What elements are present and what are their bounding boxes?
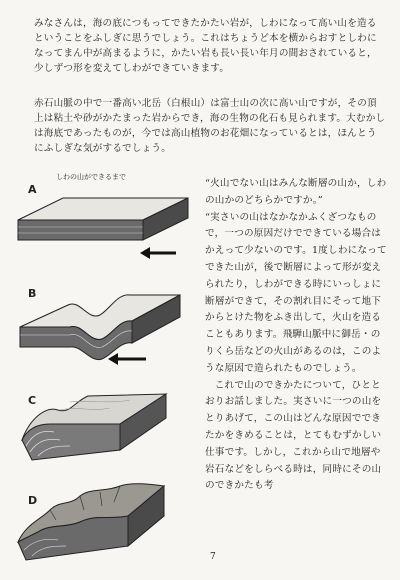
paragraph-dialogue: “火山でない山はみんな断層の山か，しわの山かのどちらかですか。” “実さいの山はなかなかふくざつなもので，一つの原因だけでできている場合はかえって少ないのです。1度しわになってできた山が，後で断層によって形が変えられたり，しわができる時にいっしょに断層ができて，その割れ目にそって地下からとけた物をふき出して，火山を造ることもあります。飛騨山脈中に御岳・のりくら岳などの火山があるのは，このような原因で造られたものでしょう。 これで山のできかたについて，ひととおりお話しました。実さいに一つの山をとりあげて，この山はどんな原因でできたかをきめることは，とてもむずかしい仕事です。しかし，これから山で地層や岩石などをしらべる時は，同時にその山のできかたも考 bbox=[205, 178, 387, 492]
figure-caption: しわの山ができるまで bbox=[56, 173, 126, 181]
push-arrow-icon bbox=[140, 247, 176, 259]
tight-fold-block-illustration bbox=[10, 388, 190, 468]
folded-strata-block-illustration bbox=[8, 285, 198, 365]
paragraph-intro: みなさんは，海の底につもってできたかたい岩が，しわになって高い山を造るということをふしぎに思うでしょう。これはちょうど本を横からおすとしわになってまん中が高まるように，かたい岩も長い長い年月の間おされていると，少しずつ形を変えてしわができていきます。 bbox=[34, 18, 377, 74]
figure-label-d: D bbox=[28, 494, 38, 507]
page-number: 7 bbox=[210, 552, 216, 562]
figure-label-c: C bbox=[28, 394, 37, 407]
push-arrow-icon bbox=[108, 353, 146, 365]
flat-strata-block-illustration bbox=[8, 190, 198, 260]
figure-label-b: B bbox=[28, 287, 37, 300]
paragraph-kitadake: 赤石山脈の中で一番高い北岳（白根山）は富士山の次に高い山ですが，その頂上は粘土や砂がかたまった岩からでき，海の生物の化石も見られます。大むかしは海底であったものが，今では高山植物のお花畑になっているとは，ほんとうにふしぎな気がするでしょう。 bbox=[34, 98, 386, 154]
eroded-mountain-block-illustration bbox=[10, 480, 190, 570]
figure-label-a: A bbox=[28, 183, 37, 196]
